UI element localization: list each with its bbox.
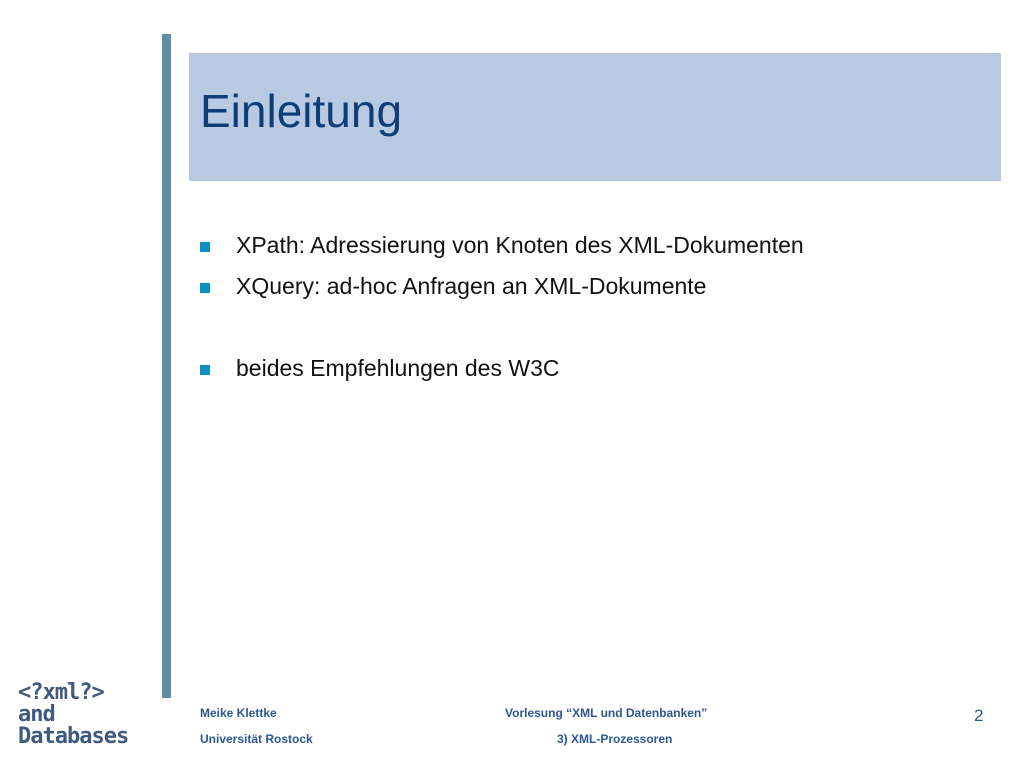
logo-line: Databases: [18, 724, 129, 749]
footer-university: Universität Rostock: [200, 732, 313, 746]
footer-course: Vorlesung “XML und Datenbanken”: [505, 706, 708, 720]
xml-databases-logo: [18, 682, 128, 748]
footer-author: Meike Klettke: [200, 706, 277, 720]
bullet-text: XPath: Adressierung von Knoten des XML-Dokumenten: [236, 232, 804, 258]
bullet-text: XQuery: ad-hoc Anfragen an XML-Dokumente: [236, 273, 707, 299]
slide-title: Einleitung: [200, 85, 403, 137]
bullet-text: beides Empfehlungen des W3C: [236, 355, 560, 381]
square-bullet-icon: [200, 283, 210, 293]
logo-line: and: [18, 702, 55, 727]
square-bullet-icon: [200, 242, 210, 252]
page-number: 2: [974, 706, 984, 725]
accent-bar: [162, 34, 171, 698]
logo-line: <?xml?>: [18, 680, 104, 705]
footer-chapter: 3) XML-Prozessoren: [557, 732, 673, 746]
square-bullet-icon: [200, 365, 210, 375]
